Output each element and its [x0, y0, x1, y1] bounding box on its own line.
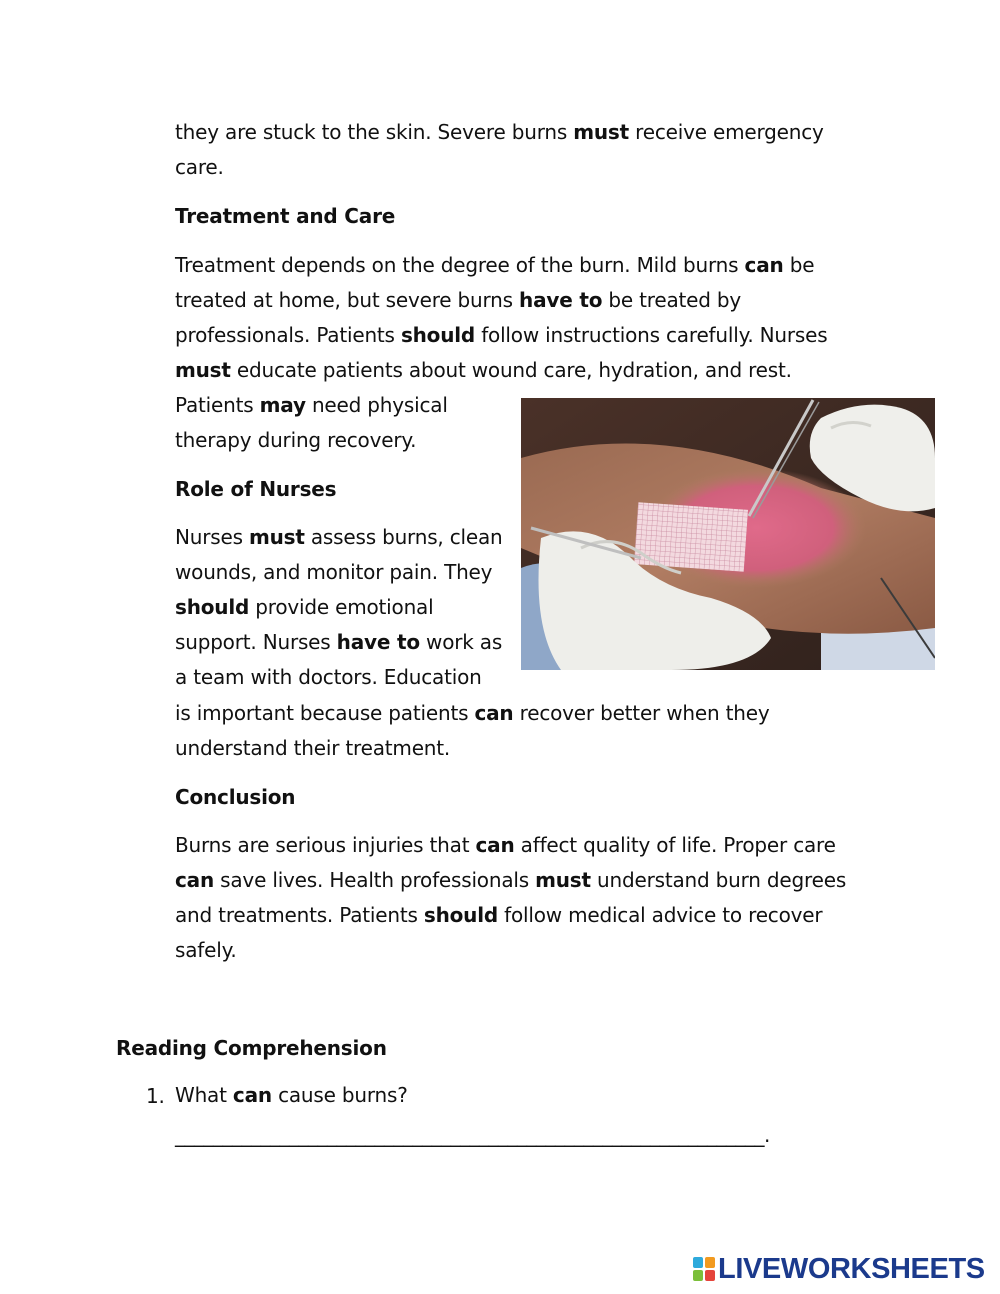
text: understand burn degrees and treatments. Patients	[175, 868, 847, 927]
modal-can: can	[474, 701, 514, 725]
text: work as a team with doctors. Education	[175, 630, 503, 689]
question-text	[175, 1078, 865, 1113]
text: they are stuck to the skin. Severe burns	[175, 120, 574, 144]
text: assess burns, clean wounds, and monitor pain. They	[175, 525, 503, 584]
liveworksheets-logo-icon	[693, 1257, 715, 1281]
text: follow instructions carefully. Nurses	[475, 323, 828, 347]
modal-should: should	[175, 595, 250, 619]
text: educate patients about wound care, hydration, and rest.	[230, 358, 792, 382]
answer-line[interactable]: ______________________________________________________________.	[175, 1123, 770, 1147]
paragraph-treatment	[175, 248, 865, 388]
modal-can: can	[175, 868, 214, 892]
paragraph-conclusion	[175, 828, 865, 968]
modal-have-to: have to	[519, 288, 603, 312]
text: receive emergency care.	[175, 120, 824, 179]
paragraph-intro-end	[175, 115, 855, 185]
burn-dressing-image	[521, 398, 935, 670]
text: provide emotional support. Nurses	[175, 595, 434, 654]
modal-can: can	[475, 833, 515, 857]
liveworksheets-logo[interactable]	[693, 1254, 985, 1284]
heading-treatment: Treatment and Care	[175, 204, 396, 228]
text: What	[175, 1083, 233, 1107]
modal-must: must	[535, 868, 591, 892]
heading-reading-comprehension: Reading Comprehension	[116, 1036, 387, 1060]
text: Nurses	[175, 525, 249, 549]
modal-should: should	[423, 903, 498, 927]
paragraph-role-continued	[175, 696, 865, 766]
modal-must: must	[573, 120, 629, 144]
modal-should: should	[400, 323, 476, 347]
logo-wordmark: LIVEWORKSHEETS	[718, 1252, 985, 1285]
text: cause burns?	[271, 1083, 408, 1107]
burn-dressing-photo	[521, 398, 935, 670]
text: Patients	[175, 393, 260, 417]
modal-have-to: have to	[336, 630, 420, 654]
question-number: 1.	[146, 1084, 165, 1108]
modal-may: may	[259, 393, 306, 417]
text: Treatment depends on the degree of the burn. Mild burns	[175, 253, 745, 277]
text: be treated at home, but severe burns	[175, 253, 815, 312]
text: be treated by professionals. Patients	[175, 288, 742, 347]
text: save lives. Health professionals	[214, 868, 536, 892]
modal-must: must	[248, 525, 305, 549]
text: Burns are serious injuries that	[175, 833, 476, 857]
modal-must: must	[175, 358, 231, 382]
paragraph-patients	[175, 388, 475, 458]
text: need physical therapy during recovery.	[175, 393, 448, 452]
text: affect quality of life. Proper care	[514, 833, 836, 857]
text: is important because patients	[175, 701, 475, 725]
paragraph-role	[175, 520, 510, 695]
heading-conclusion: Conclusion	[175, 785, 296, 809]
text: follow medical advice to recover safely.	[175, 903, 823, 962]
text: recover better when they understand their treatment.	[175, 701, 770, 760]
modal-can: can	[744, 253, 784, 277]
heading-role-of-nurses: Role of Nurses	[175, 477, 337, 501]
modal-can: can	[232, 1083, 272, 1107]
